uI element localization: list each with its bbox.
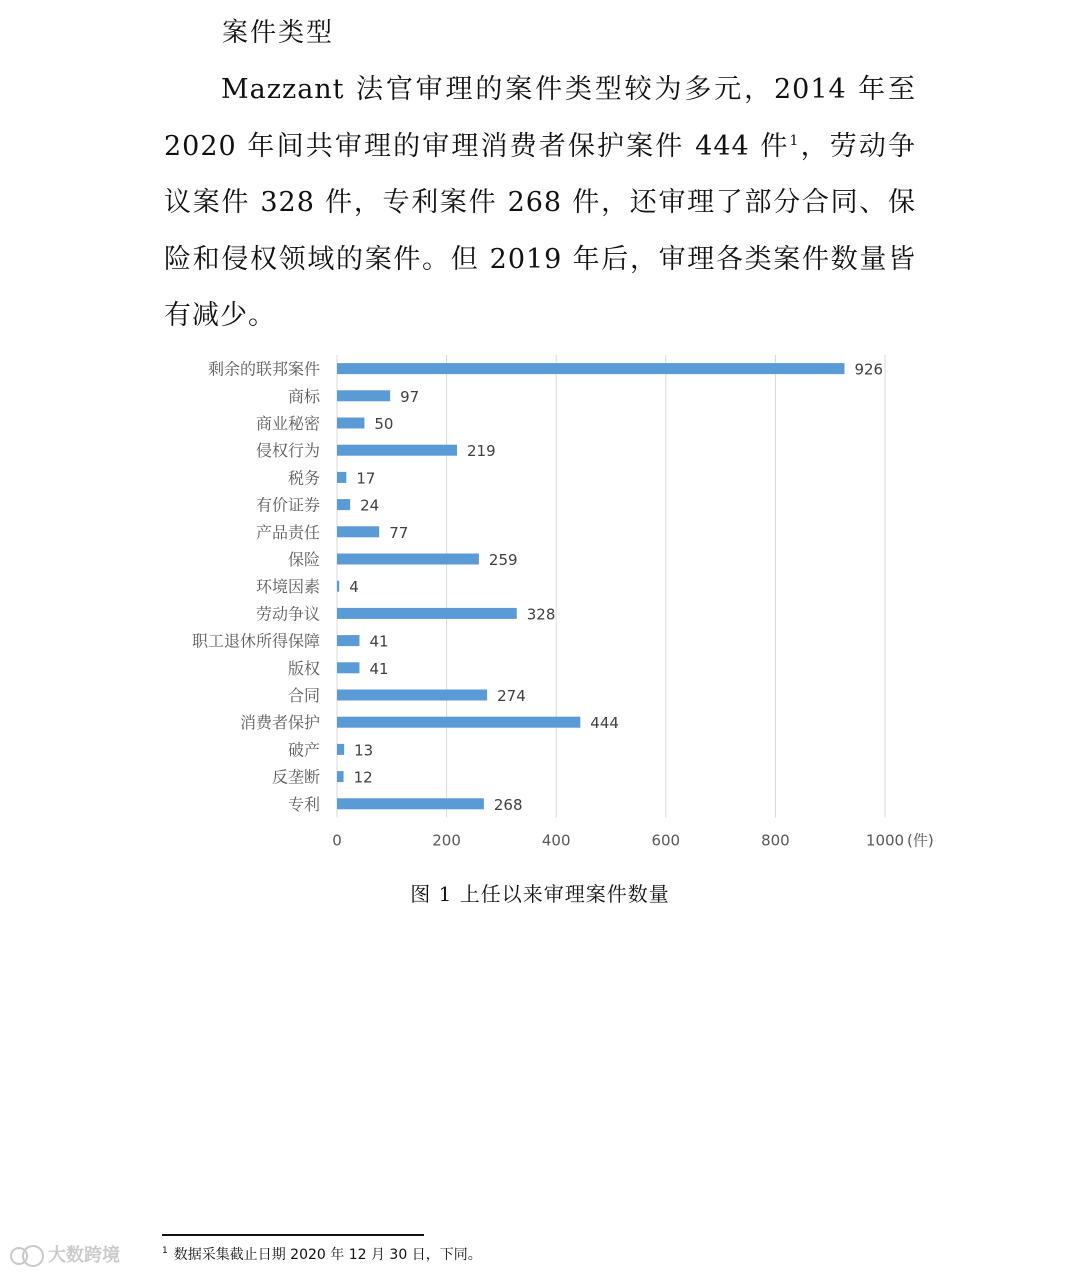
bar	[337, 499, 350, 510]
paragraph-text-after-note: ，劳动争议案件 328 件，专利案件 268 件，还审理了部分合同、保险和侵权领域的案件。但 2019 年后，审理各类案件数量皆有减少。	[164, 130, 917, 331]
category-label: 侵权行为	[255, 441, 320, 461]
category-label: 版权	[287, 658, 320, 678]
watermark-text: 大数跨境	[48, 1245, 120, 1266]
category-label: 商标	[287, 386, 320, 406]
watermark-logo-icon	[10, 1243, 44, 1265]
section-heading: 案件类型	[222, 18, 335, 48]
bar	[337, 390, 390, 401]
category-label: 有价证券	[255, 495, 320, 515]
bar	[337, 554, 479, 565]
x-tick-label: 400	[541, 831, 571, 850]
data-label: 274	[497, 687, 526, 705]
bar	[337, 798, 484, 809]
bar	[337, 771, 344, 782]
data-label: 50	[374, 415, 394, 433]
bar	[337, 363, 844, 374]
x-tick-label: 0	[332, 831, 342, 850]
x-tick-label: 800	[761, 831, 790, 850]
x-tick-label: 600	[651, 831, 681, 850]
data-label: 41	[369, 659, 389, 678]
data-label: 268	[493, 795, 523, 814]
bar	[337, 526, 379, 537]
data-label: 444	[590, 714, 619, 733]
data-label: 219	[467, 442, 496, 461]
data-label: 926	[854, 360, 884, 379]
footnote-reference[interactable]: 1	[789, 132, 800, 149]
bar	[337, 472, 346, 483]
data-label: 259	[488, 551, 518, 569]
body-paragraph	[164, 62, 916, 345]
data-label: 12	[353, 768, 373, 787]
case-count-bar-chart	[150, 340, 960, 860]
bar	[337, 744, 344, 755]
category-label: 消费者保护	[239, 713, 320, 733]
category-label: 合同	[287, 686, 320, 705]
x-tick-label: 1000	[865, 831, 905, 850]
bar	[337, 690, 487, 701]
bar	[337, 581, 339, 592]
paragraph-text-before-note: Mazzant 法官审理的案件类型较为多元，2014 年至 2020 年间共审理的审理消费者保护案件 444 件	[164, 74, 916, 162]
watermark	[10, 1241, 120, 1267]
category-label: 产品责任	[255, 522, 320, 542]
x-unit-label: (件)	[907, 831, 934, 850]
bar	[337, 717, 580, 728]
category-label: 反垄断	[271, 767, 320, 787]
data-label: 13	[354, 741, 374, 760]
data-label: 4	[349, 578, 359, 597]
data-label: 24	[360, 496, 380, 515]
data-label: 77	[389, 523, 409, 542]
footnote-divider	[162, 1234, 424, 1236]
bar	[337, 608, 517, 619]
footnote	[162, 1244, 482, 1264]
figure-caption: 图 1 上任以来审理案件数量	[410, 882, 670, 906]
footnote-marker: 1	[162, 1246, 168, 1257]
category-label: 商业秘密	[255, 414, 320, 433]
bar	[337, 635, 359, 646]
bar	[337, 662, 359, 673]
data-label: 97	[400, 387, 420, 406]
footnote-text: 数据采集截止日期 2020 年 12 月 30 日，下同。	[173, 1247, 482, 1263]
category-label: 专利	[287, 794, 320, 814]
category-label: 环境因素	[255, 577, 320, 597]
category-label: 保险	[287, 550, 320, 569]
category-label: 税务	[287, 468, 320, 488]
category-label: 剩余的联邦案件	[207, 359, 320, 379]
category-label: 职工退休所得保障	[191, 631, 320, 651]
bar	[337, 445, 457, 456]
category-label: 劳动争议	[255, 604, 320, 624]
data-label: 41	[369, 632, 389, 651]
bar	[337, 418, 364, 429]
category-label: 破产	[287, 740, 320, 760]
data-label: 328	[526, 605, 556, 624]
data-label: 17	[356, 469, 376, 488]
x-tick-label: 200	[432, 831, 461, 850]
